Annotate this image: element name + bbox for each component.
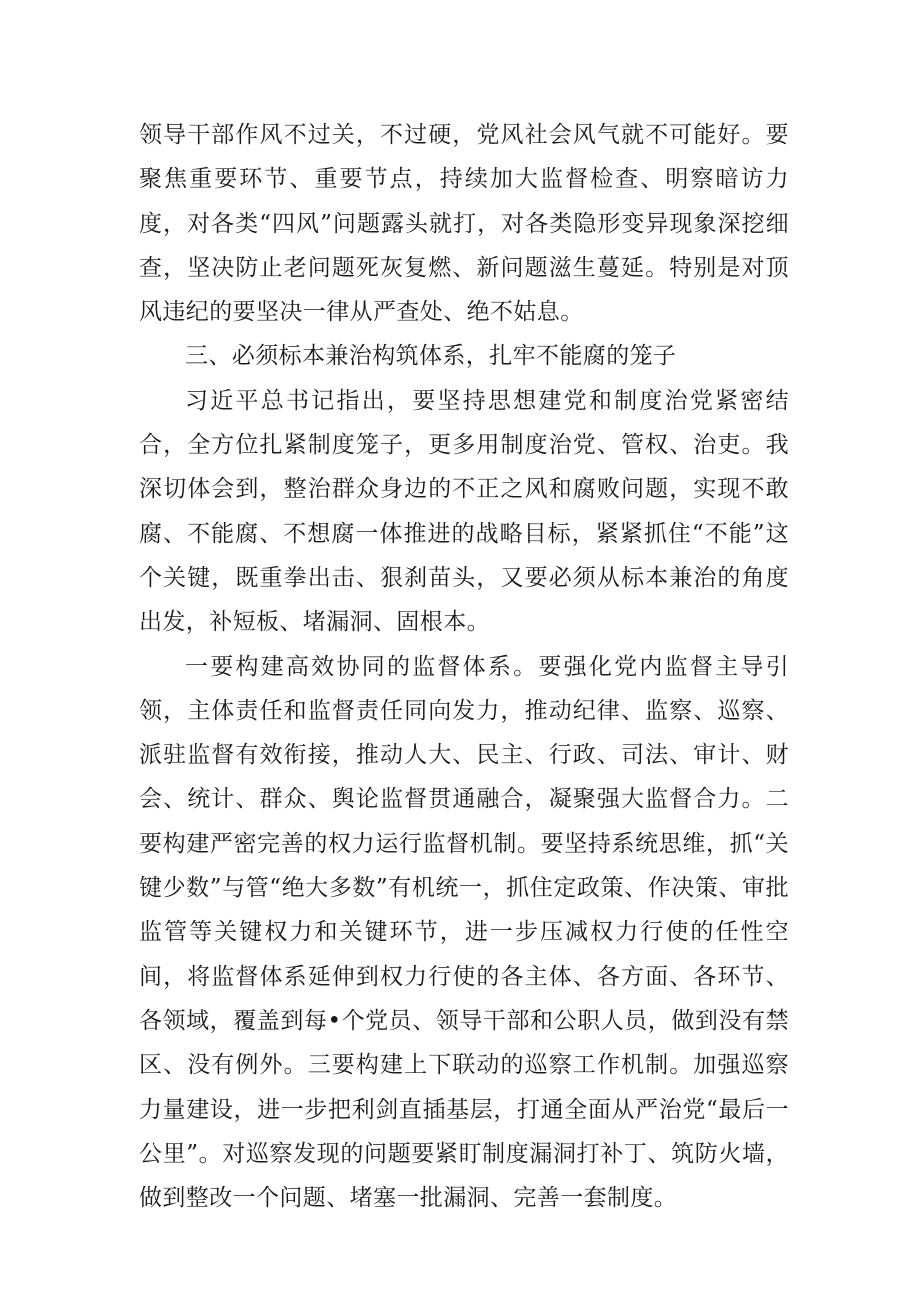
- paragraph-continuation: 领导干部作风不过关，不过硬，党风社会风气就不可能好。要聚焦重要环节、重要节点，持续加大监督检查、明察暗访力度，对各类“四风”问题露头就打，对各类隐形变异现象深挖细查，坚决防止老问题死灰复燃、新问题滋生蔓延。特别是对顶风违纪的要坚决一律从严查处、绝不姑息。: [139, 122, 789, 326]
- paragraph-measures: 一要构建高效协同的监督体系。要强化党内监督主导引领，主体责任和监督责任同向发力，推动纪律、监察、巡察、派驻监督有效衔接，推动人大、民主、行政、司法、审计、财会、统计、群众、舆论监督贯通融合，凝聚强大监督合力。二要构建严密完善的权力运行监督机制。要坚持系统思维，抓“关键少数”与管“绝大多数”有机统一，抓住定政策、作决策、审批监管等关键权力和关键环节，进一步压减权力行使的任性空间，将监督体系延伸到权力行使的各主体、各方面、各环节、各领域，覆盖到每•个党员、领导干部和公职人员，做到没有禁区、没有例外。三要构建上下联动的巡察工作机制。加强巡察力量建设，进一步把利剑直插基层，打通全面从严治党“最后一公里”。对巡察发现的问题要紧盯制度漏洞打补丁、筑防火墙，做到整改一个问题、堵塞一批漏洞、完善一套制度。: [139, 653, 789, 1212]
- document-body: [139, 113, 789, 1220]
- paragraph-quote: 习近平总书记指出，要坚持思想建党和制度治党紧密结合，全方位扎紧制度笼子，更多用制度治党、管权、治吏。我深切体会到，整治群众身边的不正之风和腐败问题，实现不敢腐、不能腐、不想腐一体推进的战略目标，紧紧抓住“不能”这个关键，既重拳出击、狠刹苗头，又要必须从标本兼治的角度出发，补短板、堵漏洞、固根本。: [139, 387, 789, 636]
- section-heading: 三、必须标本兼治构筑体系，扎牢不能腐的笼子: [185, 343, 677, 370]
